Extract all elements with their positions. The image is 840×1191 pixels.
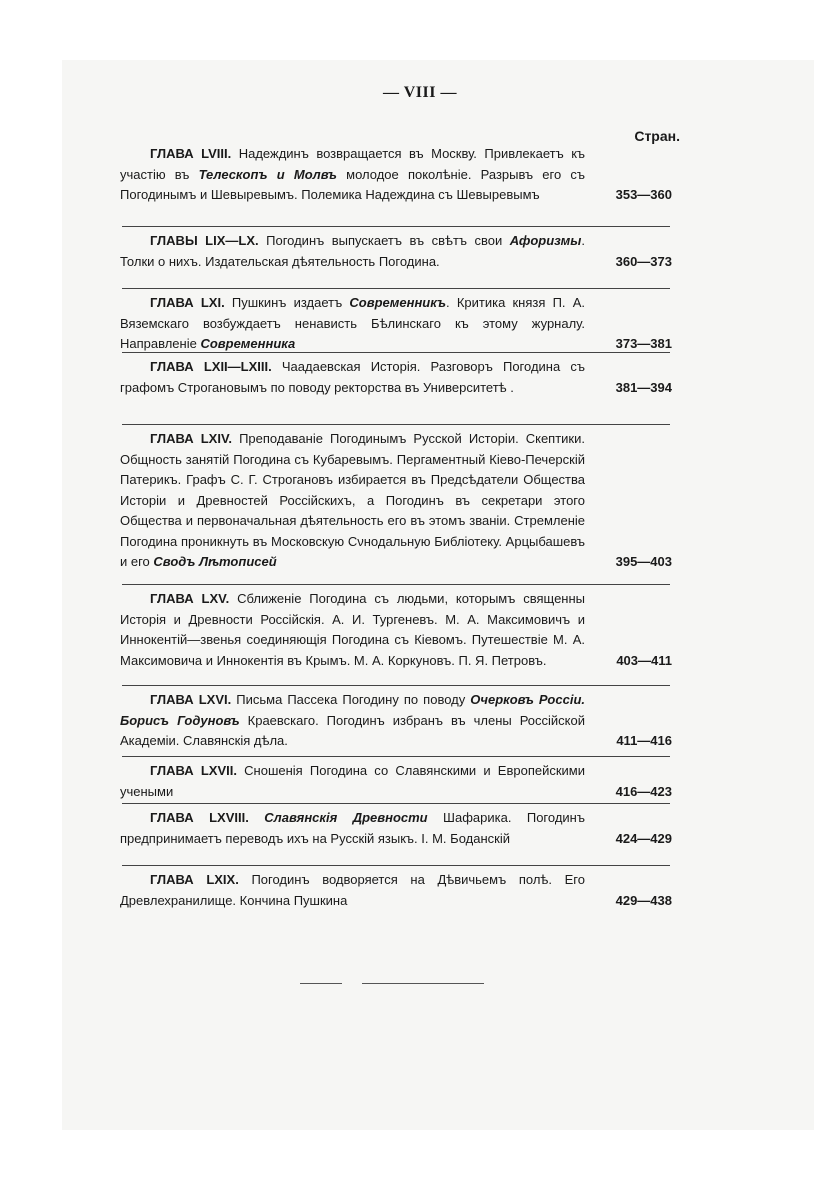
page-range: 416—423 xyxy=(615,783,672,799)
entry-title-italic: Славянскія Древности xyxy=(264,810,428,825)
toc-entry xyxy=(120,761,680,802)
toc-entry xyxy=(120,231,680,272)
chapter-label: ГЛАВА LXV. xyxy=(150,591,230,606)
entry-separator xyxy=(122,584,670,585)
entry-description: Сношенія Погодина со Славянскими и Европейскими учеными xyxy=(120,763,585,799)
entry-description: Надеждинъ возвращается въ Москву. Привлекаетъ къ участію въ xyxy=(120,146,586,182)
entry-description: молодое поколѣніе. Разрывъ его съ Погодинымъ и Шевыревымъ. Полемика Надеждина съ Шевыревымъ xyxy=(120,166,586,202)
chapter-label: ГЛАВА LXI. xyxy=(150,295,225,310)
page-range: 429—438 xyxy=(615,892,672,908)
entry-text xyxy=(120,870,585,911)
entry-separator xyxy=(122,756,670,757)
entry-title-italic: Современника xyxy=(200,336,296,351)
end-rule-long xyxy=(362,983,484,984)
entry-description: Погодинъ выпускаетъ въ свѣтъ свои xyxy=(258,233,510,248)
entry-separator xyxy=(122,685,670,686)
entry-description: Пушкинъ издаетъ xyxy=(224,295,350,310)
toc-entry xyxy=(120,870,680,911)
entry-text xyxy=(120,761,585,802)
page-range: 403—411 xyxy=(616,652,672,668)
entry-separator xyxy=(122,803,670,804)
entry-description: Погодинъ водворяется на Дѣвичьемъ полѣ. Его Древлехранилище. Кончина Пушкина xyxy=(120,872,585,908)
chapter-label: ГЛАВА LXVI. xyxy=(150,692,232,707)
entry-description: Краевскаго. Погодинъ избранъ въ члены Россійской Академіи. Славянскія дѣла. xyxy=(120,712,586,748)
toc-entry xyxy=(120,429,680,573)
entry-title-italic: Телескопъ и Молвъ xyxy=(198,166,337,182)
entry-separator xyxy=(122,352,670,353)
entry-text xyxy=(120,690,585,752)
pages-column-label: Стран. xyxy=(634,128,680,144)
page-range: 373—381 xyxy=(615,336,672,351)
entry-title-italic: Очерковъ Россіи. Борисъ Годуновъ xyxy=(120,692,585,728)
chapter-label: ГЛАВА LXII—LXIII. xyxy=(150,359,272,374)
entry-separator xyxy=(122,424,670,425)
entry-text xyxy=(120,293,585,355)
entry-title-italic: Сводъ Лѣтописей xyxy=(153,554,277,569)
entry-title-italic: Современникъ xyxy=(349,295,447,310)
toc-entry xyxy=(120,144,680,206)
entry-description: Преподаваніе Погодинымъ Русской Исторіи. Скептики. Общность занятій Погодина съ Кубаревымъ. Пергаментный Кіево-Печерскій Патерикъ. Графъ С. Г. Строгановъ избирается въ Предсѣдатели Общества Исторіи и Древностей Россійскихъ, а Погодинъ въ секретари этого Общества и первоначальная дѣятельность его въ этомъ званіи. Стремленіе Погодина проникнуть въ Московскую Сνнодальную Библіотеку. Арцыбашевъ и его xyxy=(120,431,585,569)
chapter-label: ГЛАВА LXVIII. xyxy=(150,810,249,825)
page-range: 395—403 xyxy=(615,554,672,569)
entry-description: . Критика князя П. А. Вяземскаго возбуждаетъ ненависть Бѣлинскаго къ этому журналу. Направленіе xyxy=(120,295,585,351)
entry-description: Шафарика. Погодинъ предпринимаетъ переводъ ихъ на Русскій языкъ. I. М. Боданскій xyxy=(120,810,585,846)
entry-separator xyxy=(122,865,670,866)
page-range: 424—429 xyxy=(615,830,672,846)
page-number-header: — VIII — xyxy=(383,84,457,101)
entry-description: Чаадаевская Исторія. Разговоръ Погодина съ графомъ Строгановымъ по поводу ректорства въ Университетѣ . xyxy=(120,359,585,395)
entry-description xyxy=(249,810,264,825)
entry-title-italic: Афоризмы xyxy=(509,233,582,248)
entry-text xyxy=(120,144,585,206)
toc-entry xyxy=(120,690,680,752)
entry-text xyxy=(120,231,585,272)
entry-separator xyxy=(122,226,670,227)
chapter-label: ГЛАВЫ LIX—LX. xyxy=(150,233,259,248)
end-rule-short xyxy=(300,983,342,984)
toc-entry xyxy=(120,293,680,355)
chapter-label: ГЛАВА LXIX. xyxy=(150,872,239,887)
entry-description: . Толки о нихъ. Издательская дѣятельность Погодина. xyxy=(120,233,585,269)
entry-text xyxy=(120,429,585,573)
chapter-label: ГЛАВА LXVII. xyxy=(150,763,237,778)
entry-text xyxy=(120,589,585,671)
chapter-label: ГЛАВА LXIV. xyxy=(150,431,233,446)
toc-entry xyxy=(120,808,680,849)
entry-text xyxy=(120,357,585,398)
page-range: 353—360 xyxy=(615,187,672,202)
entry-text xyxy=(120,808,585,849)
page-range: 360—373 xyxy=(615,253,672,269)
entry-description: Письма Пассека Погодину по поводу xyxy=(231,692,471,707)
entry-separator xyxy=(122,288,670,289)
chapter-label: ГЛАВА LVIII. xyxy=(150,146,232,161)
toc-entry xyxy=(120,357,680,398)
toc-entry xyxy=(120,589,680,671)
page-range: 411—416 xyxy=(616,733,672,748)
page-range: 381—394 xyxy=(615,379,672,395)
entry-description: Сближеніе Погодина съ людьми, которымъ священны Исторія и Древности Россійскія. А. И. Тургеневъ. М. А. Максимовичъ и Иннокентій—звенья соединяющія Погодина съ Кіевомъ. Путешествіе М. А. Максимовича и Иннокентія въ Крымъ. М. А. Коркуновъ. П. Я. Петровъ. xyxy=(120,591,585,668)
